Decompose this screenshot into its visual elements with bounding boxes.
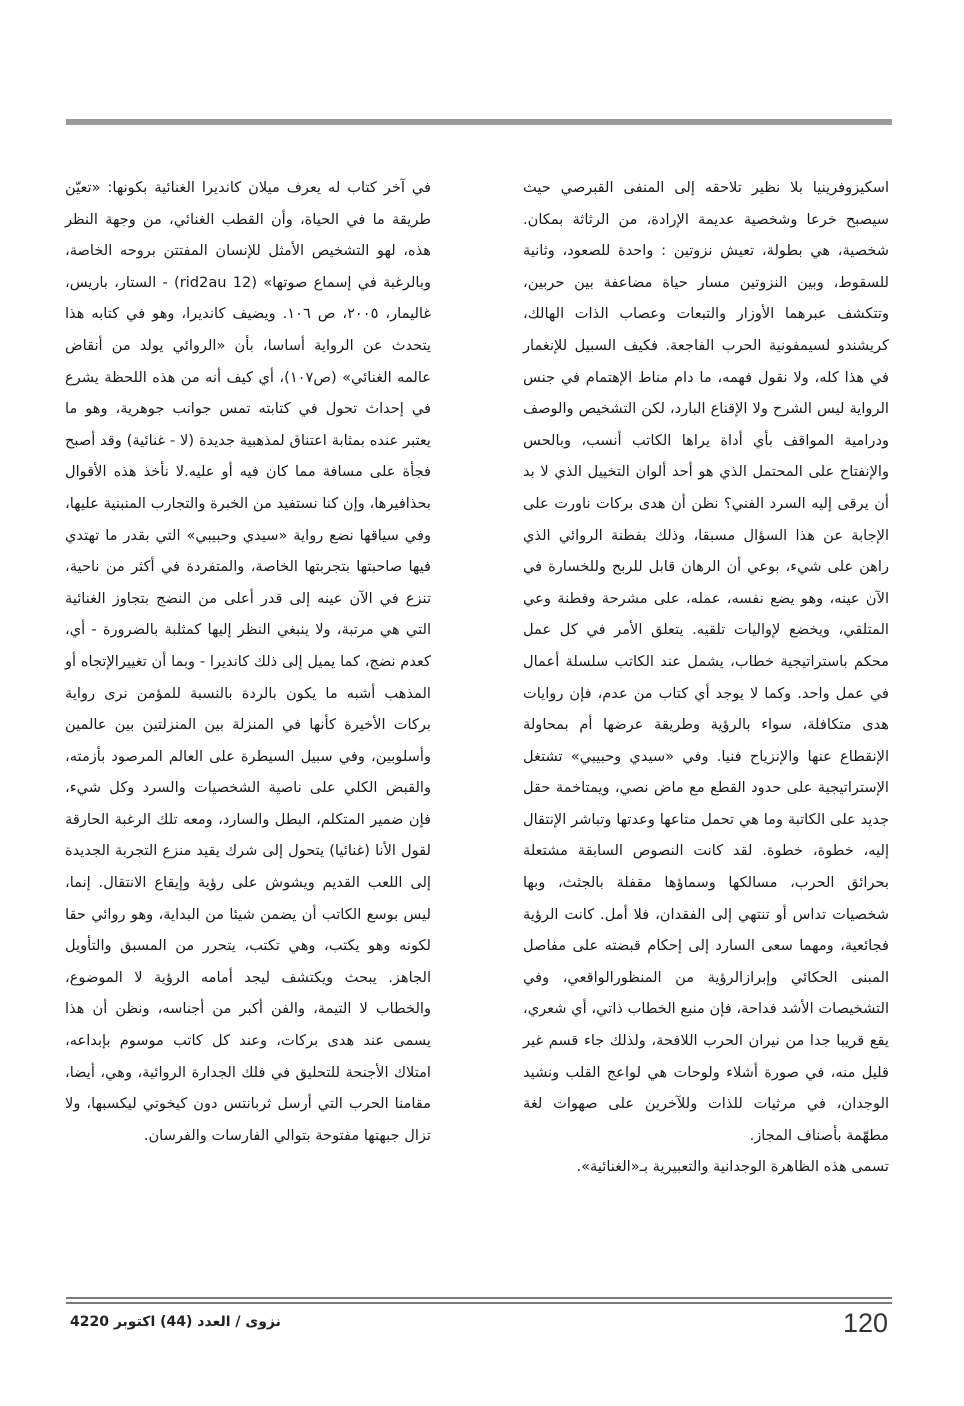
article-paragraph: في آخر كتاب له يعرف ميلان كانديرا الغنائية بكونها: «تعيّن طريقة ما في الحياة، وأن القطب الغنائي، من وجهة النظر هذه، لهو التشخيص الأمثل للإنسان المفتتن بروحه الخاصة، وبالرغبة في إسماع صوتها» (12 rid2au) - الستار، باريس، غاليمار، ٢٠٠٥، ص ١٠٦. ويضيف كانديرا، وهو في كتابه هذا يتحدث عن الرواية أساسا، بأن «الروائي يولد من أنقاض عالمه الغنائي» (ص١٠٧)، أي كيف أنه من هذه اللحظة يشرع في إحداث تحول في كتابته تمس جوانب جوهرية، وهو ما يعتبر عنده بمثابة اعتناق لمذهبية جديدة (لا - غنائية) وقد أصبح فجأة على مسافة مما كان فيه أو عليه.لا نأخذ هذه الأقوال بحذافيرها، وإن كنا نستفيد من الخبرة والتجارب المنبنية عليها، وفي سياقها نضع رواية «سيدي وحبيبي» التي بقدر ما تهتدي فيها صاحبتها بتجربتها الخاصة، والمتفردة في أكثر من ناحية، تنزع في الآن عينه إلى قدر أعلى من النضج بتجاوز الغنائية التي هي مرتبة، ولا ينبغي النظر إليها كمثلبة بالضرورة - أي، كعدم نضج، كما يميل إلى ذلك كانديرا - وبما أن تغييرالإتجاه أو المذهب أشبه ما يكون بالردة بالنسبة للمؤمن نرى رواية بركات الأخيرة كأنها في المنزلة بين المنزلتين بين عالمين وأسلوبين، وفي سبيل السيطرة على العالم المرصود بأزمته، والقبض الكلي على ناصية الشخصيات والسرد وكل شيء، فإن ضمير المتكلم، البطل والسارد، ومعه تلك الرغبة الحارقة لقول الأنا (غنائيا) يتحول إلى شرك يقيد منزع التجربة الجديدة إلى اللعب القديم ويشوش على رؤية وإيقاع الانتقال. إنما، ليس بوسع الكاتب أن يضمن شيئا من البداية، وهو روائي حقا لكونه وهو يكتب، وهي تكتب، يتحرر من المسبق والتأويل الجاهز. يبحث ويكتشف ليجد أمامه الرؤية لا الموضوع، والخطاب لا التيمة، والفن أكبر من أجناسه، ونظن أن هذا يسمى عند هدى بركات، وعند كل كاتب موسوم بإبداعه، امتلاك الأجنحة للتحليق في فلك الجدارة الروائية، وهي، أيضا، مقامنا الحرب التي أرسل ثربانتس دون كيخوتي ليكسبها، ولا تزال جبهتها مفتوحة بتوالي الفارسات والفرسان. (65, 179, 431, 1144)
top-divider (66, 119, 892, 125)
page-number: 120 (843, 1308, 889, 1338)
footer-divider (66, 1297, 892, 1299)
magazine-footer: نزوى / العدد (44) اكتوبر 4220 (70, 1314, 281, 1330)
article-paragraph-last: تسمى هذه الظاهرة الوجدانية والتعبيرية بـ«الغنائية». (576, 1158, 889, 1176)
footer-divider (66, 1302, 892, 1304)
article-paragraph: اسكيزوفرينيا بلا نظير تلاحقه إلى المنفى القبرصي حيث سيصبح خرعا وشخصية عديمة الإرادة، من الرثاثة بمكان. شخصية، هي بطولة، تعيش نزوتين : واحدة للصعود، وثانية للسقوط، وبين النزوتين مسار حياة مضاعفة بين حربين، وتتكشف عبرهما الأوزار والتبعات وعصاب الذات الهالك، كريشندو لسيمفونية الحرب الفاجعة. فكيف السبيل للإنغمار في هذا كله، ولا نقول فهمه، ما دام مناط الإهتمام في جنس الرواية ليس الشرح ولا الإقناع البارد، لكن التشخيص والوصف ودرامية المواقف بأي أداة يراها الكاتب أنسب، وبالحس والإنفتاح على المحتمل الذي هو أحد ألوان التخييل الذي لا بد أن يرقى إليه السرد الفني؟ نظن أن هدى بركات ناورت على الإجابة عن هذا السؤال مسبقا، وذلك بفطنة الروائي الذي راهن على شيء، بوعي أن الرهان قابل للربح وللخسارة في الآن عينه، وهو يضع نفسه، عمله، على مشرحة وفطنة وعي المتلقي، ويخضع لإواليات تلقيه. يتعلق الأمر في كل عمل محكم باستراتيجية خطاب، يشمل عند الكاتب سلسلة أعمال في عمل واحد. وكما لا يوجد أي كتاب من عدم، فإن روايات هدى متكافلة، سواء بالرؤية وطريقة عرضها أم بمحاولة الإنقطاع عنها والإنزياح فنيا. وفي «سيدي وحبيبي» تشتغل الإستراتيجية على حدود القطع مع ماض نصي، ويمتاخمة حقل جديد على الكاتبة وما هي تحمل متاعها وعدتها وتباشر الإنتقال إليه، خطوة، خطوة. لقد كانت النصوص السابقة مشتعلة بحرائق الحرب، مسالكها وسماؤها مقفلة بالجثث، وبها شخصيات تداس أو تنتهي إلى الفقدان، فلا أمل. كانت الرؤية فجائعية، ومهما سعى السارد إلى إحكام قبضته على مفاصل المبنى الحكائي وإبرازالرؤية من المنظورالواقعي، وفي التشخيصات الأشد فداحة، فإن منبع الخطاب ذاتي، أي شعري، يقع قريبا جدا من نيران الحرب اللافحة، ولذلك جاء قسم غير قليل منه، في صورة أشلاء ولوحات هي لواعج القلب ونشيد الوجدان، في مرثيات للذات وللآخرين على صهوات لغة مطهّمة بأصناف المجاز. (523, 179, 889, 1144)
article-column-right (523, 172, 889, 1183)
article-column-left (65, 172, 431, 1151)
